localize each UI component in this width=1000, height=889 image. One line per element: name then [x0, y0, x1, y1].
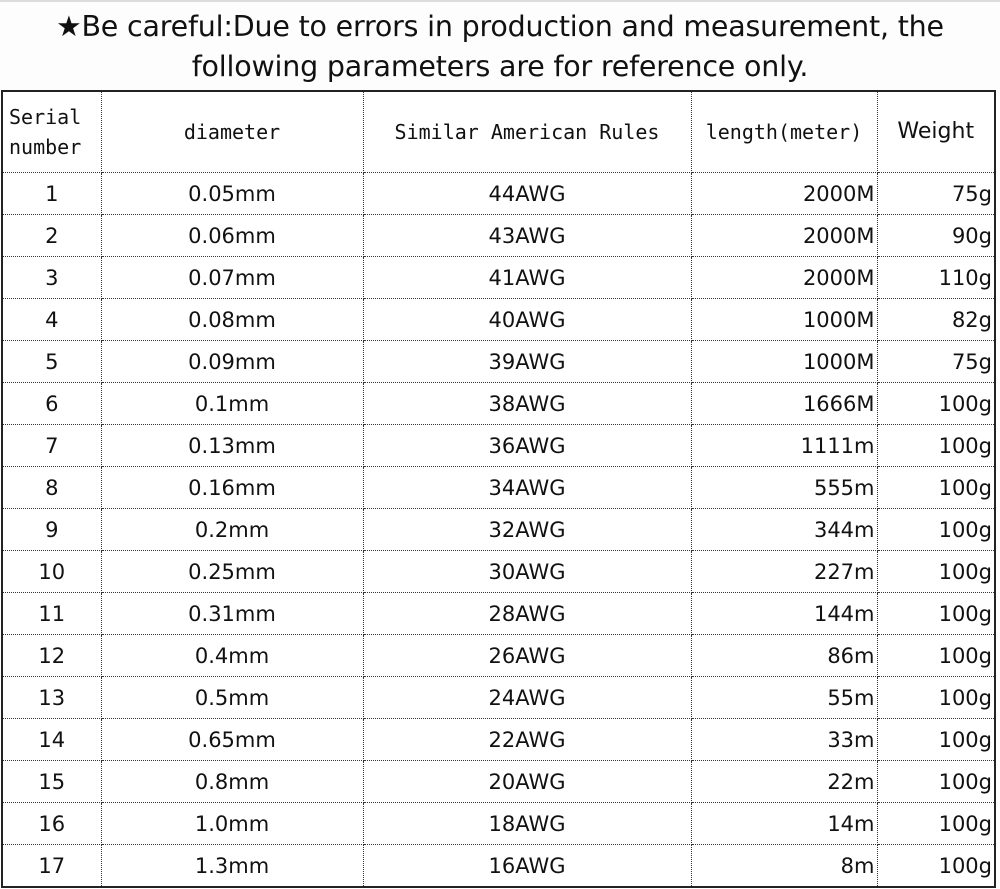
cell-weight: 100g [877, 845, 995, 888]
cell-weight: 75g [877, 173, 995, 215]
cell-diameter: 0.5mm [101, 677, 363, 719]
cell-weight: 90g [877, 215, 995, 257]
cell-serial: 17 [2, 845, 101, 888]
cell-diameter: 1.0mm [101, 803, 363, 845]
cell-awg: 24AWG [363, 677, 691, 719]
cell-serial: 11 [2, 593, 101, 635]
header-serial-line2: number [9, 135, 82, 159]
cell-awg: 26AWG [363, 635, 691, 677]
cell-diameter: 0.25mm [101, 551, 363, 593]
header-diameter: diameter [101, 91, 363, 173]
cell-diameter: 0.8mm [101, 761, 363, 803]
cell-serial: 2 [2, 215, 101, 257]
table-row [2, 803, 995, 845]
header-length: length(meter) [691, 91, 877, 173]
cell-length: 8m [691, 845, 877, 888]
table-row [2, 215, 995, 257]
cell-length: 344m [691, 509, 877, 551]
header-weight: Weight [877, 91, 995, 173]
cell-weight: 100g [877, 383, 995, 425]
table-row [2, 509, 995, 551]
cell-diameter: 0.06mm [101, 215, 363, 257]
cell-awg: 43AWG [363, 215, 691, 257]
cell-length: 1000M [691, 341, 877, 383]
cell-serial: 13 [2, 677, 101, 719]
cell-length: 2000M [691, 215, 877, 257]
cell-weight: 100g [877, 719, 995, 761]
cell-length: 86m [691, 635, 877, 677]
table-row [2, 593, 995, 635]
cell-length: 1111m [691, 425, 877, 467]
cell-length: 22m [691, 761, 877, 803]
cell-awg: 18AWG [363, 803, 691, 845]
notice-line-2: following parameters are for reference only. [191, 50, 809, 83]
cell-awg: 34AWG [363, 467, 691, 509]
cell-awg: 39AWG [363, 341, 691, 383]
cell-awg: 30AWG [363, 551, 691, 593]
cell-awg: 41AWG [363, 257, 691, 299]
cell-weight: 75g [877, 341, 995, 383]
cell-length: 14m [691, 803, 877, 845]
cell-weight: 100g [877, 467, 995, 509]
cell-length: 555m [691, 467, 877, 509]
table-row [2, 383, 995, 425]
table-row [2, 299, 995, 341]
cell-diameter: 0.13mm [101, 425, 363, 467]
table-row [2, 467, 995, 509]
cell-diameter: 0.65mm [101, 719, 363, 761]
cell-serial: 14 [2, 719, 101, 761]
header-awg: Similar American Rules [363, 91, 691, 173]
cell-awg: 20AWG [363, 761, 691, 803]
cell-awg: 38AWG [363, 383, 691, 425]
cell-length: 2000M [691, 173, 877, 215]
cell-weight: 100g [877, 803, 995, 845]
cell-serial: 7 [2, 425, 101, 467]
notice-banner [0, 0, 1000, 90]
cell-length: 227m [691, 551, 877, 593]
cell-awg: 22AWG [363, 719, 691, 761]
cell-length: 1666M [691, 383, 877, 425]
table-row [2, 551, 995, 593]
cell-weight: 100g [877, 551, 995, 593]
table-header-row [2, 91, 995, 173]
cell-awg: 40AWG [363, 299, 691, 341]
cell-serial: 15 [2, 761, 101, 803]
notice-line-1: ★Be careful:Due to errors in production and measurement, the [56, 10, 944, 43]
cell-weight: 100g [877, 425, 995, 467]
cell-diameter: 1.3mm [101, 845, 363, 888]
wire-spec-table [1, 90, 996, 888]
cell-weight: 82g [877, 299, 995, 341]
table-row [2, 425, 995, 467]
cell-length: 2000M [691, 257, 877, 299]
cell-serial: 9 [2, 509, 101, 551]
cell-serial: 12 [2, 635, 101, 677]
cell-diameter: 0.2mm [101, 509, 363, 551]
cell-serial: 5 [2, 341, 101, 383]
cell-weight: 100g [877, 509, 995, 551]
cell-awg: 28AWG [363, 593, 691, 635]
table-row [2, 761, 995, 803]
cell-serial: 4 [2, 299, 101, 341]
cell-length: 144m [691, 593, 877, 635]
cell-awg: 32AWG [363, 509, 691, 551]
cell-length: 55m [691, 677, 877, 719]
cell-weight: 100g [877, 761, 995, 803]
cell-length: 33m [691, 719, 877, 761]
cell-weight: 100g [877, 593, 995, 635]
table-row [2, 677, 995, 719]
cell-length: 1000M [691, 299, 877, 341]
cell-diameter: 0.16mm [101, 467, 363, 509]
table-row [2, 341, 995, 383]
cell-diameter: 0.31mm [101, 593, 363, 635]
table-row [2, 257, 995, 299]
cell-weight: 100g [877, 635, 995, 677]
cell-serial: 16 [2, 803, 101, 845]
table-row [2, 845, 995, 888]
cell-diameter: 0.05mm [101, 173, 363, 215]
cell-awg: 36AWG [363, 425, 691, 467]
cell-awg: 16AWG [363, 845, 691, 888]
cell-serial: 8 [2, 467, 101, 509]
cell-diameter: 0.4mm [101, 635, 363, 677]
cell-awg: 44AWG [363, 173, 691, 215]
table-row [2, 719, 995, 761]
cell-serial: 10 [2, 551, 101, 593]
cell-diameter: 0.08mm [101, 299, 363, 341]
table-row [2, 173, 995, 215]
header-serial-line1: Serial [9, 105, 82, 129]
cell-diameter: 0.07mm [101, 257, 363, 299]
cell-weight: 100g [877, 677, 995, 719]
cell-diameter: 0.09mm [101, 341, 363, 383]
cell-serial: 6 [2, 383, 101, 425]
header-serial-number [2, 91, 101, 173]
table-row [2, 635, 995, 677]
cell-serial: 1 [2, 173, 101, 215]
cell-weight: 110g [877, 257, 995, 299]
cell-serial: 3 [2, 257, 101, 299]
cell-diameter: 0.1mm [101, 383, 363, 425]
